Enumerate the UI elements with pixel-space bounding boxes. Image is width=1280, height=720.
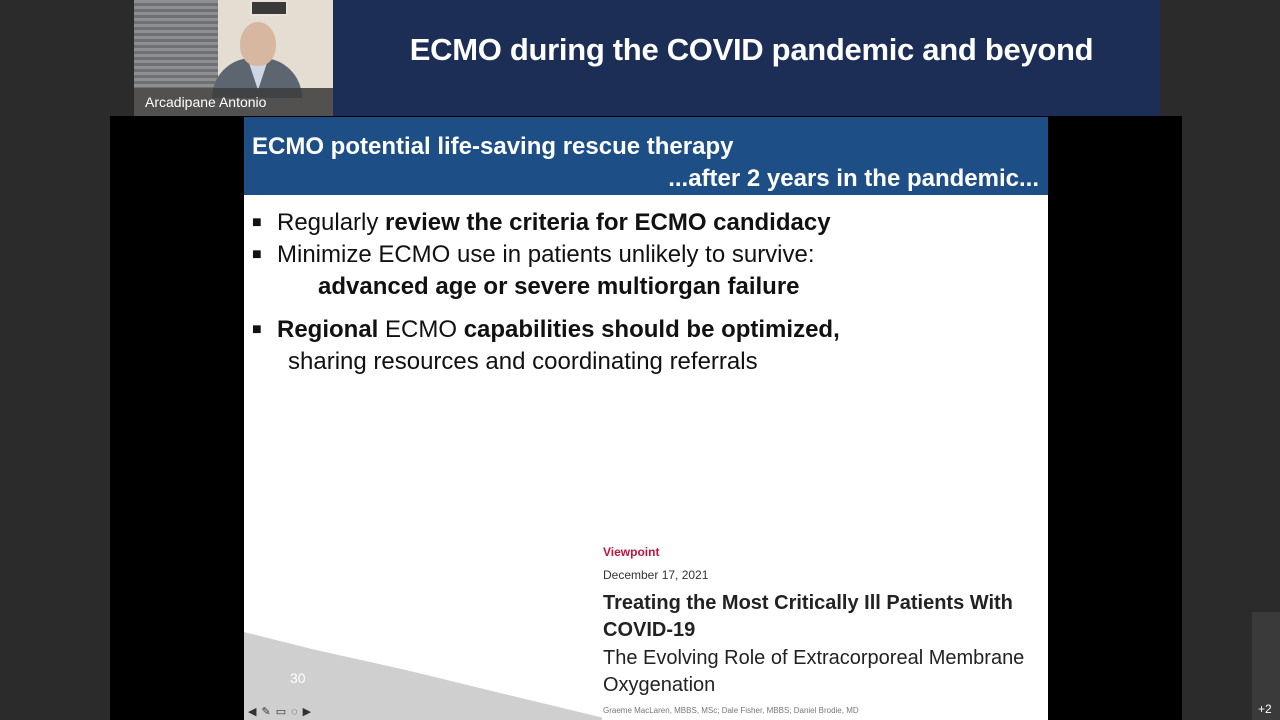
- paper-excerpt: [602, 535, 1048, 720]
- bullet-1-plain: Regularly: [277, 209, 386, 236]
- window-blinds: [134, 0, 218, 88]
- arrow-right-icon[interactable]: ▶: [302, 706, 312, 718]
- bullet-1-bold: review the criteria for ECMO candidacy: [385, 209, 831, 236]
- wall-picture: [250, 0, 288, 16]
- slide-title-line-1: ECMO potential life-saving rescue therapy: [252, 133, 734, 160]
- more-participants-count[interactable]: +2: [1258, 702, 1272, 716]
- bullet-3: [252, 314, 1042, 346]
- speaker-head: [240, 22, 276, 66]
- presentation-slide: [244, 117, 1048, 720]
- arrow-left-icon[interactable]: ◀: [248, 706, 257, 718]
- paper-subtitle: The Evolving Role of Extracorporeal Membrane Oxygenation: [603, 647, 1025, 696]
- bullet-2: [252, 239, 1042, 271]
- presentation-title-banner: [333, 0, 1160, 116]
- bullet-2-text: Minimize ECMO use in patients unlikely to survive:: [277, 241, 815, 268]
- paper-kind-label: Viewpoint: [603, 545, 660, 559]
- paper-title: Treating the Most Critically Ill Patients With COVID-19: [603, 592, 1013, 641]
- bullet-3-bold-2: capabilities should be optimized,: [463, 316, 840, 343]
- bullet-3-subline: sharing resources and coordinating referrals: [288, 348, 758, 375]
- paper-authors: Graeme MacLaren, MBBS, MSc; Dale Fisher, MBBS; Daniel Brodie, MD: [603, 706, 859, 715]
- bullet-1: [252, 207, 1042, 239]
- slide-number: 30: [290, 670, 306, 686]
- bullet-marker: ■: [252, 321, 262, 338]
- slideshow-toolbar: [248, 705, 311, 719]
- bullet-marker: ■: [252, 214, 262, 231]
- paper-date: December 17, 2021: [603, 568, 709, 582]
- banner-title: ECMO during the COVID pandemic and beyond: [409, 32, 1094, 67]
- slide-header: [244, 117, 1048, 195]
- bullet-2-subline: advanced age or severe multiorgan failure: [318, 273, 800, 300]
- eraser-icon[interactable]: ▭: [275, 706, 287, 718]
- pen-icon[interactable]: ✎: [261, 706, 271, 718]
- bullet-3-bold-1: Regional: [277, 316, 379, 343]
- speaker-video-tile[interactable]: [134, 0, 333, 116]
- speaker-name: Arcadipane Antonio: [145, 94, 267, 110]
- bullet-marker: ■: [252, 246, 262, 263]
- slide-title-line-2: ...after 2 years in the pandemic...: [668, 165, 1039, 192]
- speaker-name-bar: [134, 88, 333, 116]
- bullet-3-plain: ECMO: [378, 316, 464, 343]
- options-icon[interactable]: ◌: [291, 706, 298, 718]
- slide-bullet-list: [252, 207, 1042, 378]
